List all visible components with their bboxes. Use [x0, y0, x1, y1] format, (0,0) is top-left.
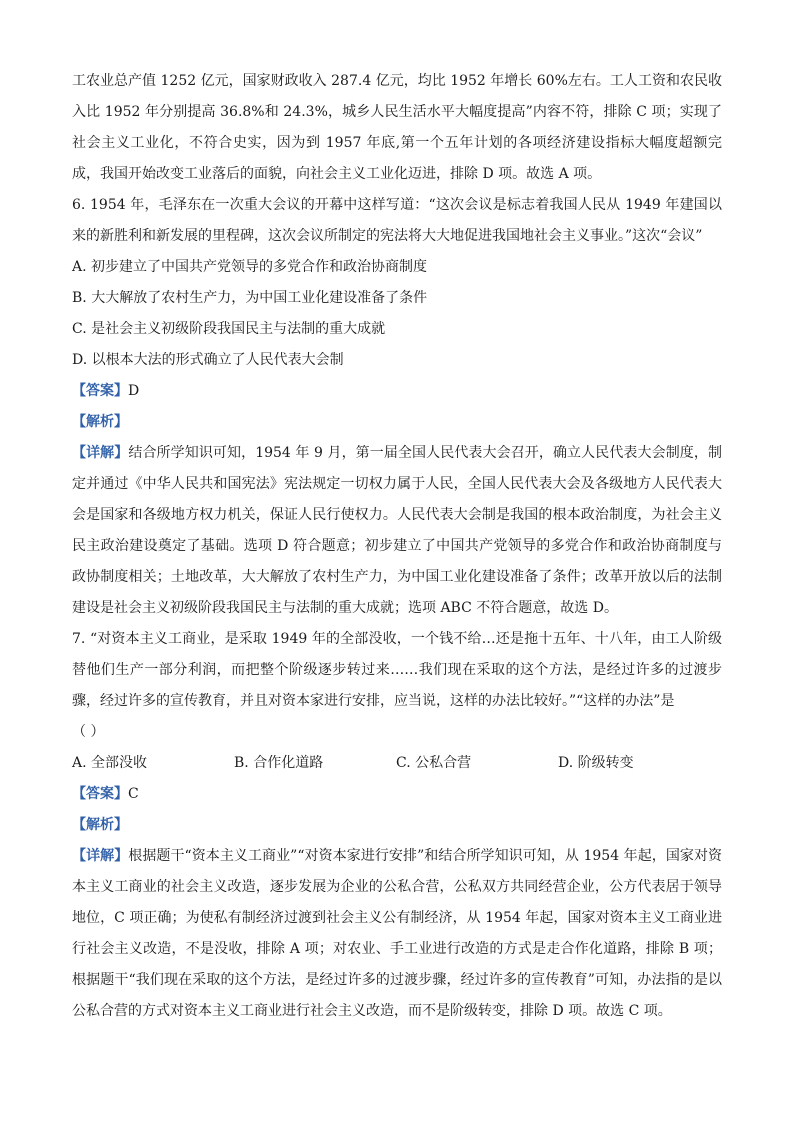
q6-option-a: A. 初步建立了中国共产党领导的多党合作和政治协商制度	[72, 259, 428, 275]
q6-detail-tag: 【详解】	[72, 445, 129, 461]
q7-answer	[72, 779, 722, 810]
q6-stem: 6. 1954 年，毛泽东在一次重大会议的开幕中这样写道：“这次会议是标志着我国人民从 1949 年建国以来的新胜利和新发展的里程碑，这次会议所制定的宪法将大大地促进我国地社会主义事业。”这次“会议”	[72, 197, 722, 244]
q7-stem: 7. “对资本主义工商业，是采取 1949 年的全部没收，一个钱不给…还是拖十五年、十八年，由工人阶级替他们生产一部分利润，而把整个阶级逐步转过来……我们现在采取的这个方法，是经过许多的过渡步骤，经过许多的宣传教育，并且对资本家进行安排，应当说，这样的办法比较好。”“这样的办法”是	[72, 631, 722, 709]
q6-analysis-heading	[72, 407, 722, 438]
q7-bracket: （ ）	[72, 724, 105, 740]
q7-detail	[72, 841, 722, 1027]
page-content	[72, 66, 722, 1027]
q6-detail-text: 结合所学知识可知，1954 年 9 月，第一届全国人民代表大会召开，确立人民代表大会制度，制定并通过《中华人民共和国宪法》宪法规定一切权力属于人民，全国人民代表大会及各级地方人民代表大会是国家和各级地方权力机关，保证人民行使权力。人民代表大会制是我国的根本政治制度，为社会主义民主政治建设奠定了基础。选项 D 符合题意；初步建立了中国共产党领导的多党合作和政治协商制度与政协制度相关；土地改革，大大解放了农村生产力，为中国工业化建设准备了条件；改革开放以后的法制建设是社会主义初级阶段我国民主与法制的重大成就；选项 ABC 不符合题意，故选 D。	[72, 445, 722, 616]
q7-option-c: C. 公私合营	[396, 755, 472, 771]
question-7	[72, 624, 722, 1027]
q7-option-b: B. 合作化道路	[234, 755, 324, 771]
previous-answer-tail: 工农业总产值 1252 亿元，国家财政收入 287.4 亿元，均比 1952 年增长 60%左右。工人工资和农民收入比 1952 年分别提高 36.8%和 24.3%，城乡人民生活水平大幅度提高”内容不符，排除 C 项；实现了社会主义工业化，不符合史实，因为到 1957 年底,第一个五年计划的各项经济建设指标大幅度超额完成，我国开始改变工业落后的面貌，向社会主义工业化迈进，排除 D 项。故选 A 项。	[72, 73, 722, 182]
q6-answer	[72, 376, 722, 407]
question-6	[72, 190, 722, 624]
q6-option-d: D. 以根本大法的形式确立了人民代表大会制	[72, 352, 344, 368]
q6-option-b: B. 大大解放了农村生产力，为中国工业化建设准备了条件	[72, 290, 428, 306]
q7-detail-text: 根据题干“资本主义工商业”“对资本家进行安排”和结合所学知识可知，从 1954 年起，国家对资本主义工商业的社会主义改造，逐步发展为企业的公私合营，公私双方共同经营企业，公方代表居于领导地位，C 项正确；为使私有制经济过渡到社会主义公有制经济，从 1954 年起，国家对资本主义工商业进行社会主义改造，不是没收，排除 A 项；对农业、手工业进行改造的方式是走合作化道路，排除 B 项；根据题干“我们现在采取的这个方法，是经过许多的过渡步骤，经过许多的宣传教育”可知，办法指的是以公私合营的方式对资本主义工商业进行社会主义改造，而不是阶级转变，排除 D 项。故选 C 项。	[72, 848, 723, 1019]
q7-analysis-heading	[72, 810, 722, 841]
q6-answer-value: D	[128, 383, 140, 399]
q7-options	[72, 748, 722, 779]
q6-detail	[72, 438, 722, 624]
q6-analysis-tag: 【解析】	[72, 414, 128, 430]
q6-option-c: C. 是社会主义初级阶段我国民主与法制的重大成就	[72, 321, 386, 337]
q7-answer-tag: 【答案】	[72, 786, 128, 802]
q6-answer-tag: 【答案】	[72, 383, 128, 399]
q7-detail-tag: 【详解】	[72, 848, 129, 864]
q7-answer-value: C	[128, 786, 139, 802]
q7-analysis-tag: 【解析】	[72, 817, 128, 833]
q7-option-d: D. 阶级转变	[558, 755, 634, 771]
q7-option-a: A. 全部没收	[72, 755, 148, 771]
